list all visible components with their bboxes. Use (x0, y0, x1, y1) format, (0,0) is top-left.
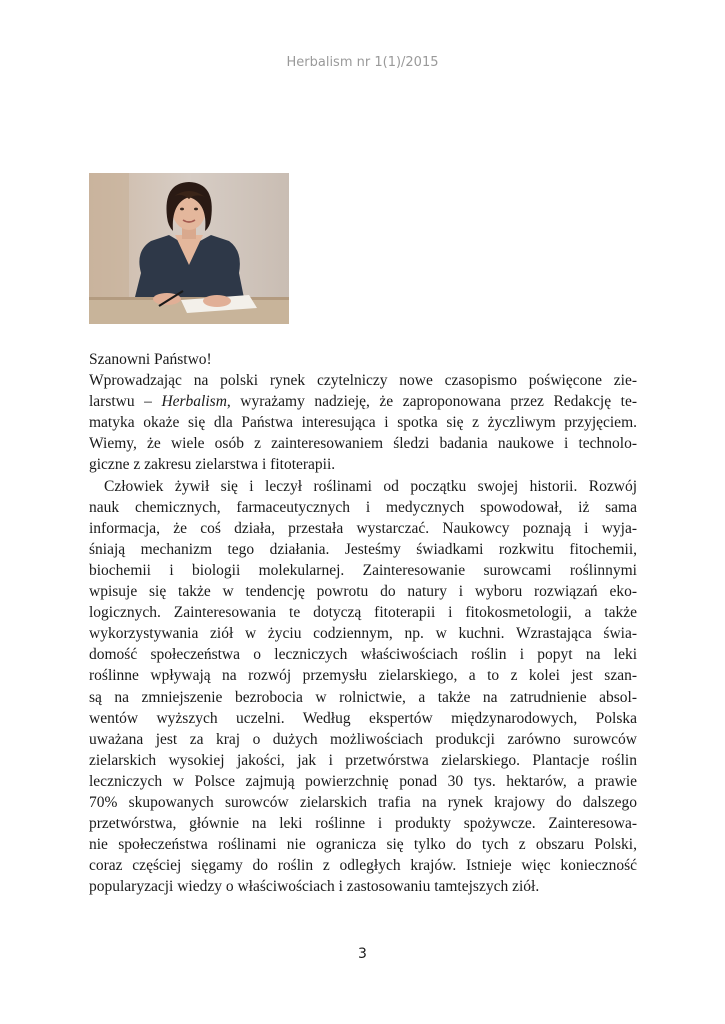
text-line: giczne z zakresu zielarstwa i fitoterapii. (89, 456, 336, 474)
text-line: uważana jest za kraj o dużych możliwościach produkcji zarówno surowców (89, 730, 637, 748)
text-line: wykorzystywania ziół w życiu codziennym, np. w kuchni. Wzrastająca świa- (89, 625, 637, 643)
text-line: 70% skupowanych surowców zielarskich trafia na rynek krajowy do dalszego (89, 793, 637, 811)
text-line: matyka okaże się dla Państwa interesująca i spotka się z życzliwym przyjęciem. (89, 414, 637, 432)
text-line: popularyzacji wiedzy o właściwościach i zastosowaniu tamtejszych ziół. (89, 878, 540, 896)
editorial-article (89, 349, 637, 897)
text-line: nauk chemicznych, farmaceutycznych i medycznych spowodował, iż sama (89, 498, 637, 516)
journal-title: Herbalism (161, 393, 227, 411)
text-line: śniają mechanizm tego działania. Jesteśmy świadkami rozkwitu fitochemii, (89, 540, 637, 558)
text-line: biochemii i biologii molekularnej. Zainteresowanie surowcami roślinnymi (89, 561, 637, 579)
text-line: roślinne wpływają na rozwój przemysłu zielarskiego, a to z kolei jest szan- (89, 667, 637, 685)
salutation: Szanowni Państwo! (89, 351, 212, 368)
page-number: 3 (358, 946, 367, 962)
text-line: informacja, że coś działa, przestała wystarczać. Naukowcy poznają i wyja- (89, 519, 637, 537)
text-line: zielarskich wysokiej jakości, jak i przetwórstwa zielarskiego. Plantacje roślin (89, 751, 637, 769)
text-line: przetwórstwa, głównie na leki roślinne i produkty spożywcze. Zainteresowa- (89, 815, 637, 833)
text-line: nie społeczeństwa roślinami nie ogranicza się tylko do tych z obszaru Polski, (89, 836, 637, 854)
text-line: wentów wyższych uczelni. Według ekspertów międzynarodowych, Polska (89, 709, 637, 727)
text-line: coraz częściej sięgamy do roślin z odległych krajów. Istnieje więc konieczność (89, 857, 637, 875)
text-line: są na zmniejszenie bezrobocia w rolnictwie, a także na zatrudnienie absol- (89, 688, 637, 706)
text-line: larstwu – Herbalism, wyrażamy nadzieję, że zaproponowana przez Redakcję te- (89, 393, 637, 411)
text-line: Wprowadzając na polski rynek czytelniczy nowe czasopismo poświęcone zie- (89, 372, 637, 390)
text-line: Człowiek żywił się i leczył roślinami od początku swojej historii. Rozwój (104, 477, 637, 495)
text-line: wpisuje się także w tendencję powrotu do natury i wyboru rozwiązań eko- (89, 583, 637, 601)
author-portrait-photo (89, 173, 289, 324)
text-line: leczniczych w Polsce zajmują powierzchnię ponad 30 tys. hektarów, a prawie (89, 772, 637, 790)
text-line: logicznych. Zainteresowania te dotyczą fitoterapii i fitokosmetologii, a także (89, 604, 637, 622)
article-paragraph (89, 370, 637, 475)
text-line: domość społeczeństwa o leczniczych właściwościach roślin i popyt na leki (89, 646, 637, 664)
text-line: Wiemy, że wiele osób z zainteresowaniem śledzi badania naukowe i technolo- (89, 435, 637, 453)
running-header: Herbalism nr 1(1)/2015 (286, 55, 439, 70)
article-paragraph (89, 476, 637, 898)
